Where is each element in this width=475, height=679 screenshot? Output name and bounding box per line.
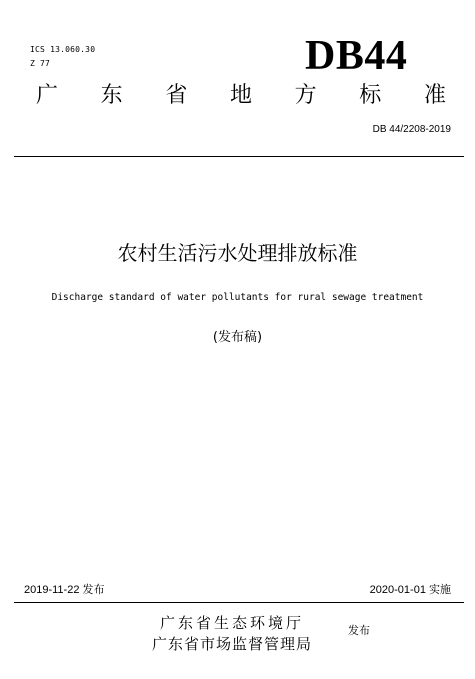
- english-title: Discharge standard of water pollutants for rural sewage treatment: [51, 292, 424, 303]
- standard-logo: DB44: [305, 33, 408, 79]
- standard-number: DB 44/2208-2019: [372, 124, 451, 135]
- chinese-title: 农村生活污水处理排放标准: [117, 241, 358, 265]
- category-code: Z 77: [30, 59, 51, 68]
- issue-date: 2019-11-22 发布: [24, 584, 105, 596]
- issuer-market-regulation: 广东省市场监督管理局: [151, 635, 312, 653]
- standard-type-char: 标: [359, 83, 382, 108]
- standard-type-char: 省: [165, 83, 188, 108]
- draft-label: (发布稿): [212, 330, 263, 345]
- implementation-date: 2020-01-01 实施: [369, 584, 451, 596]
- publish-label: 发布: [348, 624, 370, 637]
- footer-divider: [14, 602, 464, 603]
- standard-type-char: 广: [36, 83, 59, 108]
- ics-code: ICS 13.060.30: [30, 45, 96, 54]
- standard-type-char: 方: [294, 83, 317, 108]
- standard-type-char: 地: [229, 83, 252, 108]
- header-divider: [14, 156, 464, 157]
- standard-type-title: [36, 81, 446, 111]
- standard-type-char: 准: [423, 83, 446, 108]
- standard-type-char: 东: [100, 83, 123, 108]
- issuer-ecology-environment: 广东省生态环境厅: [159, 614, 304, 632]
